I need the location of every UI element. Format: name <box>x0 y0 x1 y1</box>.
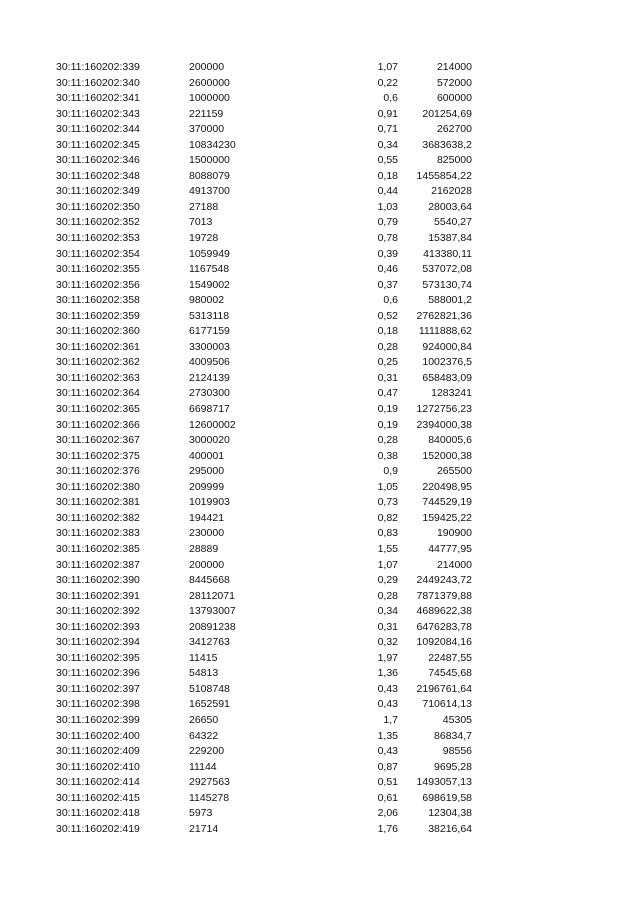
table-row <box>56 511 476 527</box>
data-table <box>56 60 476 837</box>
table-row <box>56 806 476 822</box>
cadastral-number-cell: 30:11:160202:398 <box>56 698 140 711</box>
area-cell: 5313118 <box>189 309 230 322</box>
area-cell: 370000 <box>189 123 225 136</box>
coefficient-cell: 0,31 <box>377 620 398 633</box>
value-cell: 537072,08 <box>422 263 472 276</box>
cadastral-number-cell: 30:11:160202:363 <box>56 371 140 384</box>
coefficient-cell: 0,43 <box>377 682 398 695</box>
area-cell: 1167548 <box>189 263 230 276</box>
coefficient-cell: 0,34 <box>377 138 398 151</box>
coefficient-cell: 0,43 <box>377 745 398 758</box>
value-cell: 6476283,78 <box>416 620 472 633</box>
table-row <box>56 480 476 496</box>
cadastral-number-cell: 30:11:160202:348 <box>56 169 140 182</box>
area-cell: 400001 <box>189 449 225 462</box>
table-row <box>56 309 476 325</box>
area-cell: 200000 <box>189 61 225 73</box>
coefficient-cell: 0,83 <box>377 527 398 540</box>
cadastral-number-cell: 30:11:160202:418 <box>56 807 140 820</box>
table-row <box>56 464 476 480</box>
coefficient-cell: 0,46 <box>377 263 398 276</box>
value-cell: 152000,38 <box>422 449 472 462</box>
area-cell: 230000 <box>189 527 225 540</box>
value-cell: 600000 <box>436 92 472 105</box>
cadastral-number-cell: 30:11:160202:415 <box>56 791 140 804</box>
cadastral-number-cell: 30:11:160202:346 <box>56 154 140 167</box>
area-cell: 5108748 <box>189 682 230 695</box>
coefficient-cell: 2,06 <box>377 807 398 820</box>
value-cell: 825000 <box>436 154 472 167</box>
cadastral-number-cell: 30:11:160202:349 <box>56 185 140 198</box>
table-row <box>56 91 476 107</box>
coefficient-cell: 0,71 <box>377 123 398 136</box>
table-row <box>56 169 476 185</box>
cadastral-number-cell: 30:11:160202:367 <box>56 434 140 447</box>
coefficient-cell: 0,78 <box>377 232 398 245</box>
area-cell: 10834230 <box>189 138 236 151</box>
table-row <box>56 604 476 620</box>
area-cell: 8445668 <box>189 574 230 587</box>
table-row <box>56 822 476 838</box>
cadastral-number-cell: 30:11:160202:390 <box>56 574 140 587</box>
cadastral-number-cell: 30:11:160202:341 <box>56 92 140 105</box>
area-cell: 19728 <box>189 232 219 245</box>
table-row <box>56 324 476 340</box>
area-cell: 5973 <box>189 807 213 820</box>
table-row <box>56 418 476 434</box>
area-cell: 13793007 <box>189 605 236 618</box>
value-cell: 214000 <box>436 558 472 571</box>
table-row <box>56 744 476 760</box>
area-cell: 2730300 <box>189 387 230 400</box>
cadastral-number-cell: 30:11:160202:409 <box>56 745 140 758</box>
coefficient-cell: 0,61 <box>377 791 398 804</box>
coefficient-cell: 0,28 <box>377 589 398 602</box>
cadastral-number-cell: 30:11:160202:376 <box>56 465 140 478</box>
value-cell: 588001,2 <box>428 294 472 307</box>
area-cell: 200000 <box>189 558 225 571</box>
table-row <box>56 138 476 154</box>
area-cell: 229200 <box>189 745 225 758</box>
area-cell: 194421 <box>189 511 225 524</box>
cadastral-number-cell: 30:11:160202:392 <box>56 605 140 618</box>
coefficient-cell: 0,37 <box>377 278 398 291</box>
table-row <box>56 60 476 76</box>
table-row <box>56 542 476 558</box>
cadastral-number-cell: 30:11:160202:359 <box>56 309 140 322</box>
cadastral-number-cell: 30:11:160202:399 <box>56 713 140 726</box>
table-row <box>56 200 476 216</box>
area-cell: 2124139 <box>189 371 230 384</box>
coefficient-cell: 0,55 <box>377 154 398 167</box>
cadastral-number-cell: 30:11:160202:396 <box>56 667 140 680</box>
area-cell: 8088079 <box>189 169 230 182</box>
table-row <box>56 791 476 807</box>
table-row <box>56 247 476 263</box>
coefficient-cell: 0,9 <box>383 465 398 478</box>
coefficient-cell: 0,38 <box>377 449 398 462</box>
cadastral-number-cell: 30:11:160202:397 <box>56 682 140 695</box>
table-row <box>56 682 476 698</box>
coefficient-cell: 0,32 <box>377 636 398 649</box>
coefficient-cell: 0,29 <box>377 574 398 587</box>
table-row <box>56 760 476 776</box>
value-cell: 159425,22 <box>422 511 472 524</box>
value-cell: 98556 <box>442 745 472 758</box>
coefficient-cell: 0,52 <box>377 309 398 322</box>
coefficient-cell: 1,97 <box>377 651 398 664</box>
coefficient-cell: 0,25 <box>377 356 398 369</box>
value-cell: 1455854,22 <box>416 169 472 182</box>
table-row <box>56 262 476 278</box>
cadastral-number-cell: 30:11:160202:352 <box>56 216 140 229</box>
value-cell: 44777,95 <box>428 542 472 555</box>
value-cell: 710614,13 <box>422 698 472 711</box>
cadastral-number-cell: 30:11:160202:385 <box>56 542 140 555</box>
value-cell: 2449243,72 <box>416 574 472 587</box>
cadastral-number-cell: 30:11:160202:339 <box>56 61 140 73</box>
area-cell: 295000 <box>189 465 225 478</box>
value-cell: 45305 <box>442 713 472 726</box>
coefficient-cell: 0,34 <box>377 605 398 618</box>
area-cell: 12600002 <box>189 418 236 431</box>
cadastral-number-cell: 30:11:160202:353 <box>56 232 140 245</box>
area-cell: 6698717 <box>189 403 230 416</box>
area-cell: 3412763 <box>189 636 230 649</box>
area-cell: 1019903 <box>189 496 230 509</box>
area-cell: 1500000 <box>189 154 230 167</box>
cadastral-number-cell: 30:11:160202:340 <box>56 76 140 89</box>
table-row <box>56 231 476 247</box>
cadastral-number-cell: 30:11:160202:343 <box>56 107 140 120</box>
value-cell: 1111888,62 <box>418 325 472 338</box>
area-cell: 1000000 <box>189 92 230 105</box>
cadastral-number-cell: 30:11:160202:410 <box>56 760 140 773</box>
value-cell: 201254,69 <box>422 107 472 120</box>
table-row <box>56 713 476 729</box>
value-cell: 924000,84 <box>422 340 472 353</box>
cadastral-number-cell: 30:11:160202:395 <box>56 651 140 664</box>
cadastral-number-cell: 30:11:160202:375 <box>56 449 140 462</box>
cadastral-number-cell: 30:11:160202:354 <box>56 247 140 260</box>
area-cell: 11144 <box>189 760 217 773</box>
table-row <box>56 449 476 465</box>
value-cell: 1092084,16 <box>416 636 472 649</box>
value-cell: 744529,19 <box>422 496 472 509</box>
coefficient-cell: 1,7 <box>383 713 398 726</box>
value-cell: 1002376,5 <box>422 356 472 369</box>
coefficient-cell: 1,07 <box>377 61 398 73</box>
table-row <box>56 76 476 92</box>
value-cell: 698619,58 <box>422 791 472 804</box>
table-row <box>56 651 476 667</box>
value-cell: 2394000,38 <box>416 418 472 431</box>
coefficient-cell: 0,6 <box>383 92 398 105</box>
coefficient-cell: 1,35 <box>377 729 398 742</box>
value-cell: 5540,27 <box>434 216 472 229</box>
area-cell: 1145278 <box>189 791 230 804</box>
coefficient-cell: 1,36 <box>377 667 398 680</box>
cadastral-number-cell: 30:11:160202:362 <box>56 356 140 369</box>
cadastral-number-cell: 30:11:160202:391 <box>56 589 140 602</box>
value-cell: 573130,74 <box>422 278 472 291</box>
value-cell: 38216,64 <box>428 822 472 835</box>
table-row <box>56 153 476 169</box>
area-cell: 1059949 <box>189 247 230 260</box>
coefficient-cell: 1,03 <box>377 200 398 213</box>
cadastral-number-cell: 30:11:160202:387 <box>56 558 140 571</box>
value-cell: 74545,68 <box>428 667 472 680</box>
value-cell: 28003,64 <box>428 200 472 213</box>
value-cell: 214000 <box>436 61 472 73</box>
coefficient-cell: 0,28 <box>377 340 398 353</box>
table-row <box>56 775 476 791</box>
table-row <box>56 402 476 418</box>
coefficient-cell: 0,19 <box>377 418 398 431</box>
coefficient-cell: 1,05 <box>377 480 398 493</box>
cadastral-number-cell: 30:11:160202:345 <box>56 138 140 151</box>
table-row <box>56 635 476 651</box>
coefficient-cell: 0,39 <box>377 247 398 260</box>
area-cell: 209999 <box>189 480 225 493</box>
table-row <box>56 122 476 138</box>
cadastral-number-cell: 30:11:160202:383 <box>56 527 140 540</box>
value-cell: 190900 <box>436 527 472 540</box>
table-row <box>56 340 476 356</box>
value-cell: 86834,7 <box>434 729 472 742</box>
table-row <box>56 371 476 387</box>
value-cell: 262700 <box>436 123 472 136</box>
area-cell: 20891238 <box>189 620 236 633</box>
coefficient-cell: 0,82 <box>377 511 398 524</box>
table-row <box>56 184 476 200</box>
cadastral-number-cell: 30:11:160202:382 <box>56 511 140 524</box>
table-row <box>56 495 476 511</box>
coefficient-cell: 0,19 <box>377 403 398 416</box>
value-cell: 2196761,64 <box>416 682 472 695</box>
value-cell: 658483,09 <box>422 371 472 384</box>
area-cell: 64322 <box>189 729 219 742</box>
cadastral-number-cell: 30:11:160202:400 <box>56 729 140 742</box>
value-cell: 2762821,36 <box>416 309 472 322</box>
area-cell: 26650 <box>189 713 219 726</box>
value-cell: 2162028 <box>431 185 472 198</box>
coefficient-cell: 1,07 <box>377 558 398 571</box>
table-row <box>56 729 476 745</box>
coefficient-cell: 1,76 <box>377 822 398 835</box>
cadastral-number-cell: 30:11:160202:344 <box>56 123 140 136</box>
area-cell: 4913700 <box>189 185 230 198</box>
value-cell: 4689622,38 <box>416 605 472 618</box>
value-cell: 9695,28 <box>434 760 472 773</box>
table-row <box>56 526 476 542</box>
area-cell: 2600000 <box>189 76 230 89</box>
cadastral-number-cell: 30:11:160202:364 <box>56 387 140 400</box>
value-cell: 3683638,2 <box>422 138 472 151</box>
area-cell: 21714 <box>189 822 219 835</box>
area-cell: 980002 <box>189 294 225 307</box>
area-cell: 7013 <box>189 216 213 229</box>
area-cell: 4009506 <box>189 356 230 369</box>
area-cell: 2927563 <box>189 776 230 789</box>
value-cell: 1493057,13 <box>416 776 472 789</box>
coefficient-cell: 0,73 <box>377 496 398 509</box>
table-row <box>56 278 476 294</box>
value-cell: 1283241 <box>431 387 472 400</box>
value-cell: 22487,55 <box>428 651 472 664</box>
value-cell: 12304,38 <box>428 807 472 820</box>
coefficient-cell: 0,31 <box>377 371 398 384</box>
table-row <box>56 666 476 682</box>
area-cell: 11415 <box>189 651 218 664</box>
cadastral-number-cell: 30:11:160202:360 <box>56 325 140 338</box>
table-row <box>56 589 476 605</box>
table-row <box>56 355 476 371</box>
table-row <box>56 558 476 574</box>
value-cell: 840005,6 <box>428 434 472 447</box>
cadastral-number-cell: 30:11:160202:350 <box>56 200 140 213</box>
table-row <box>56 107 476 123</box>
cadastral-number-cell: 30:11:160202:393 <box>56 620 140 633</box>
value-cell: 15387,84 <box>428 232 472 245</box>
table-row <box>56 215 476 231</box>
table-row <box>56 620 476 636</box>
area-cell: 1549002 <box>189 278 230 291</box>
coefficient-cell: 0,6 <box>383 294 398 307</box>
coefficient-cell: 0,28 <box>377 434 398 447</box>
value-cell: 413380,11 <box>423 247 472 260</box>
area-cell: 27188 <box>189 200 219 213</box>
area-cell: 3300003 <box>189 340 230 353</box>
coefficient-cell: 0,43 <box>377 698 398 711</box>
cadastral-number-cell: 30:11:160202:365 <box>56 403 140 416</box>
cadastral-number-cell: 30:11:160202:414 <box>56 776 140 789</box>
area-cell: 6177159 <box>189 325 230 338</box>
coefficient-cell: 1,55 <box>377 542 398 555</box>
cadastral-number-cell: 30:11:160202:394 <box>56 636 140 649</box>
cadastral-number-cell: 30:11:160202:366 <box>56 418 140 431</box>
coefficient-cell: 0,18 <box>377 325 398 338</box>
table-row <box>56 697 476 713</box>
area-cell: 3000020 <box>189 434 230 447</box>
table-row <box>56 433 476 449</box>
table-row <box>56 573 476 589</box>
value-cell: 1272756,23 <box>416 403 472 416</box>
value-cell: 265500 <box>436 465 472 478</box>
value-cell: 7871379,88 <box>416 589 472 602</box>
cadastral-number-cell: 30:11:160202:380 <box>56 480 140 493</box>
area-cell: 1652591 <box>189 698 230 711</box>
area-cell: 28889 <box>189 542 219 555</box>
coefficient-cell: 0,18 <box>377 169 398 182</box>
coefficient-cell: 0,51 <box>377 776 398 789</box>
cadastral-number-cell: 30:11:160202:355 <box>56 263 140 276</box>
table-row <box>56 293 476 309</box>
coefficient-cell: 0,79 <box>377 216 398 229</box>
cadastral-number-cell: 30:11:160202:358 <box>56 294 140 307</box>
cadastral-number-cell: 30:11:160202:361 <box>56 340 140 353</box>
area-cell: 221159 <box>189 107 224 120</box>
area-cell: 28112071 <box>189 589 235 602</box>
cadastral-number-cell: 30:11:160202:419 <box>56 822 140 835</box>
value-cell: 220498,95 <box>422 480 472 493</box>
coefficient-cell: 0,87 <box>377 760 398 773</box>
coefficient-cell: 0,44 <box>377 185 398 198</box>
coefficient-cell: 0,91 <box>377 107 398 120</box>
area-cell: 54813 <box>189 667 219 680</box>
table-row <box>56 386 476 402</box>
value-cell: 572000 <box>436 76 472 89</box>
coefficient-cell: 0,22 <box>377 76 398 89</box>
cadastral-number-cell: 30:11:160202:356 <box>56 278 140 291</box>
coefficient-cell: 0,47 <box>377 387 398 400</box>
cadastral-number-cell: 30:11:160202:381 <box>56 496 140 509</box>
